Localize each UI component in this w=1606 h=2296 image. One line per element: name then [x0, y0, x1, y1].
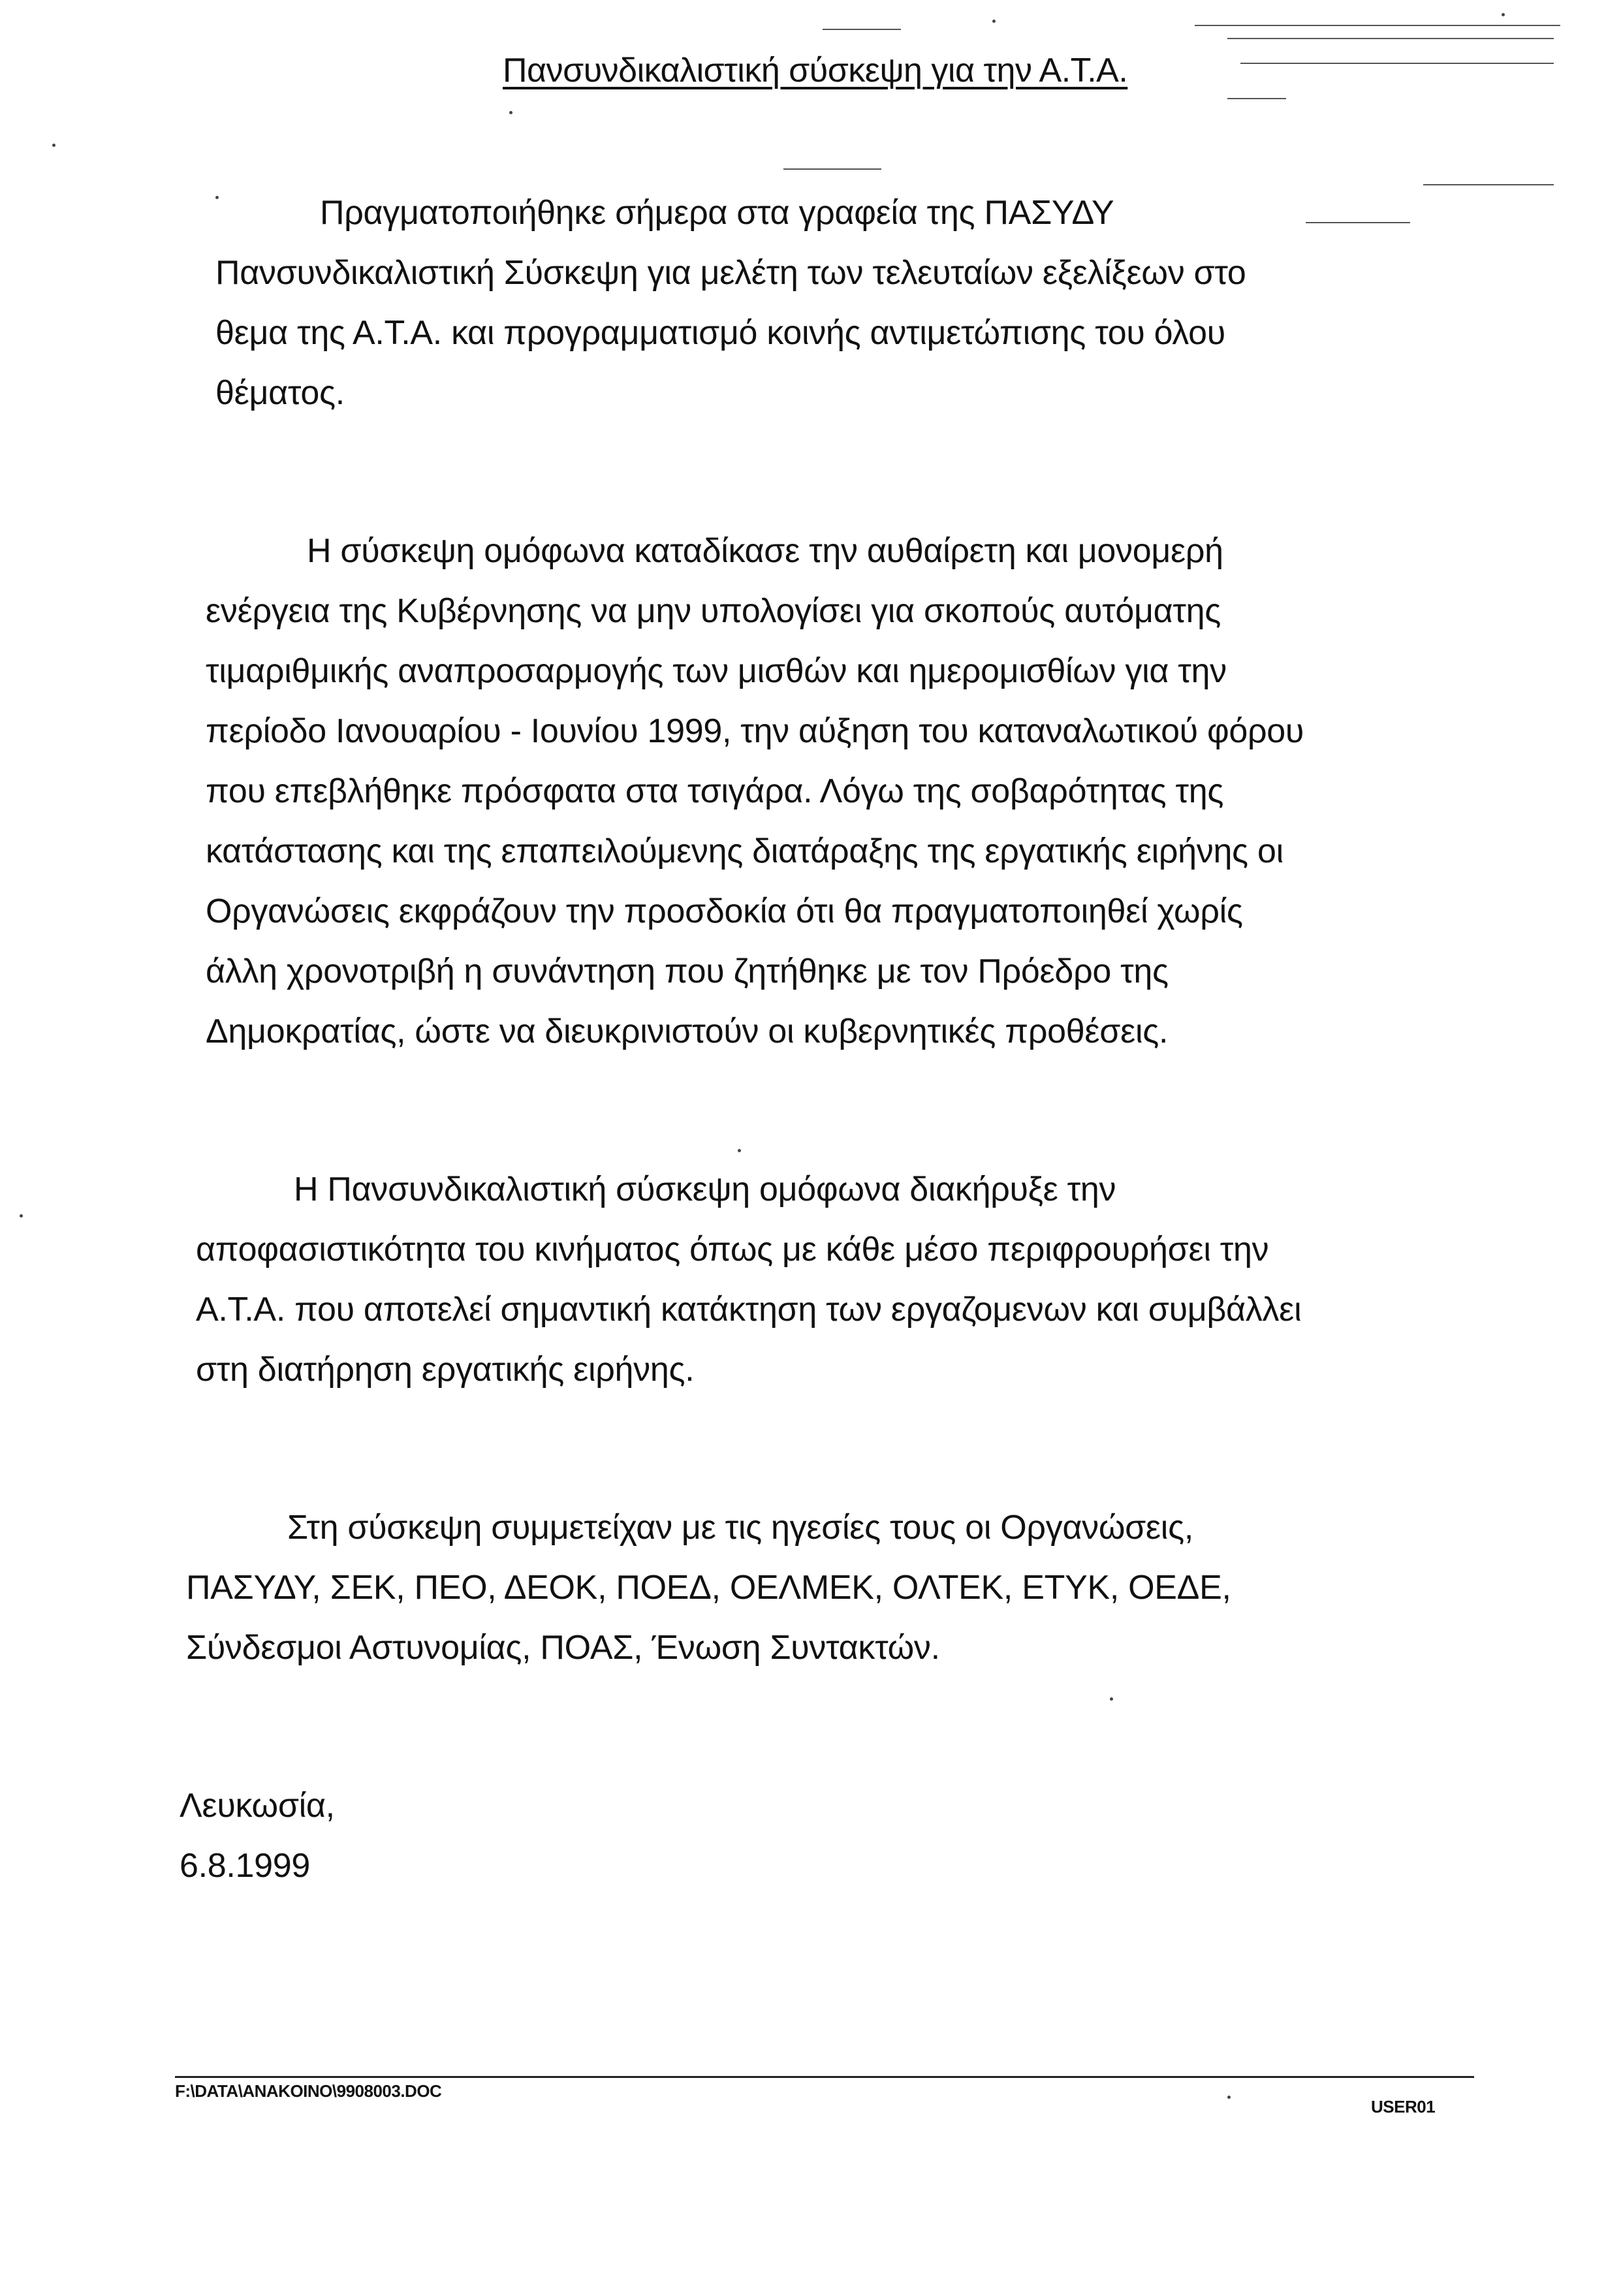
paragraph-3-line-1: Η Πανσυνδικαλιστική σύσκεψη ομόφωνα διακήρυξε την — [294, 1171, 1116, 1208]
scan-noise — [1306, 222, 1410, 223]
scan-speck — [1110, 1697, 1113, 1701]
paragraph-1-line-2: Πανσυνδικαλιστική Σύσκεψη για μελέτη των τελευταίων εξελίξεων στο — [215, 254, 1246, 292]
footer-file-path: F:\DATA\ANAKOINO\9908003.DOC — [175, 2081, 442, 2101]
scan-speck — [992, 20, 996, 23]
scan-speck — [1227, 2096, 1231, 2099]
scan-noise — [1195, 25, 1560, 26]
paragraph-2-line-7: Οργανώσεις εκφράζουν την προσδοκία ότι θα πραγματοποιηθεί χωρίς — [206, 892, 1243, 930]
paragraph-2-line-5: που επεβλήθηκε πρόσφατα στα τσιγάρα. Λόγω της σοβαρότητας της — [206, 772, 1224, 810]
scan-speck — [20, 1214, 23, 1218]
paragraph-4-line-2: ΠΑΣΥΔΥ, ΣΕΚ, ΠΕΟ, ΔΕΟΚ, ΠΟΕΔ, ΟΕΛΜΕΚ, ΟΛΤΕΚ, ΕΤΥΚ, ΟΕΔΕ, — [186, 1569, 1231, 1607]
paragraph-2-line-1: Η σύσκεψη ομόφωνα καταδίκασε την αυθαίρετη και μονομερή — [307, 532, 1223, 570]
paragraph-1-line-4: θέματος. — [215, 374, 345, 412]
paragraph-1-line-3: θεμα της Α.Τ.Α. και προγραμματισμό κοινής αντιμετώπισης του όλου — [215, 314, 1225, 352]
paragraph-3-line-4: στη διατήρηση εργατικής ειρήνης. — [196, 1351, 695, 1389]
scan-speck — [215, 196, 219, 199]
scan-noise — [1227, 98, 1286, 99]
paragraph-2-line-8: άλλη χρονοτριβή η συνάντηση που ζητήθηκε με τον Πρόεδρο της — [206, 952, 1169, 990]
footer-user: USER01 — [1371, 2097, 1436, 2116]
paragraph-2-line-9: Δημοκρατίας, ώστε να διευκρινιστούν οι κυβερνητικές προθέσεις. — [206, 1013, 1169, 1050]
paragraph-4-line-3: Σύνδεσμοι Αστυνομίας, ΠΟΑΣ, Ένωση Συντακτών. — [186, 1629, 940, 1667]
paragraph-2-line-4: περίοδο Ιανουαρίου - Ιουνίου 1999, την αύξηση του καταναλωτικού φόρου — [206, 712, 1304, 750]
scan-noise — [823, 29, 901, 30]
scan-noise — [783, 168, 881, 170]
page-title: Πανσυνδικαλιστική σύσκεψη για την Α.Τ.Α. — [503, 52, 1128, 89]
footer-rule — [175, 2076, 1474, 2078]
scan-noise — [1227, 38, 1554, 39]
paragraph-1-line-1: Πραγματοποιήθηκε σήμερα στα γραφεία της ΠΑΣΥΔΥ — [320, 194, 1114, 232]
paragraph-2-line-2: ενέργεια της Κυβέρνησης να μην υπολογίσει για σκοπούς αυτόματης — [206, 592, 1221, 630]
paragraph-2-line-6: κατάστασης και της επαπειλούμενης διατάραξης της εργατικής ειρήνης οι — [206, 832, 1283, 870]
paragraph-3-line-3: Α.Τ.Α. που αποτελεί σημαντική κατάκτηση των εργαζομενων και συμβάλλει — [196, 1291, 1302, 1329]
place: Λευκωσία, — [180, 1787, 335, 1825]
scan-speck — [509, 111, 512, 114]
scan-noise — [1423, 184, 1554, 185]
paragraph-4-line-1: Στη σύσκεψη συμμετείχαν με τις ηγεσίες τους οι Οργανώσεις, — [287, 1509, 1193, 1547]
scan-speck — [738, 1149, 741, 1152]
paragraph-3-line-2: αποφασιστικότητα του κινήματος όπως με κάθε μέσο περιφρουρήσει την — [196, 1231, 1269, 1268]
scan-speck — [52, 144, 55, 147]
scan-noise — [1240, 63, 1554, 64]
date: 6.8.1999 — [180, 1847, 311, 1885]
scan-speck — [1502, 13, 1505, 16]
paragraph-2-line-3: τιμαριθμικής αναπροσαρμογής των μισθών και ημερομισθίων για την — [206, 652, 1227, 690]
